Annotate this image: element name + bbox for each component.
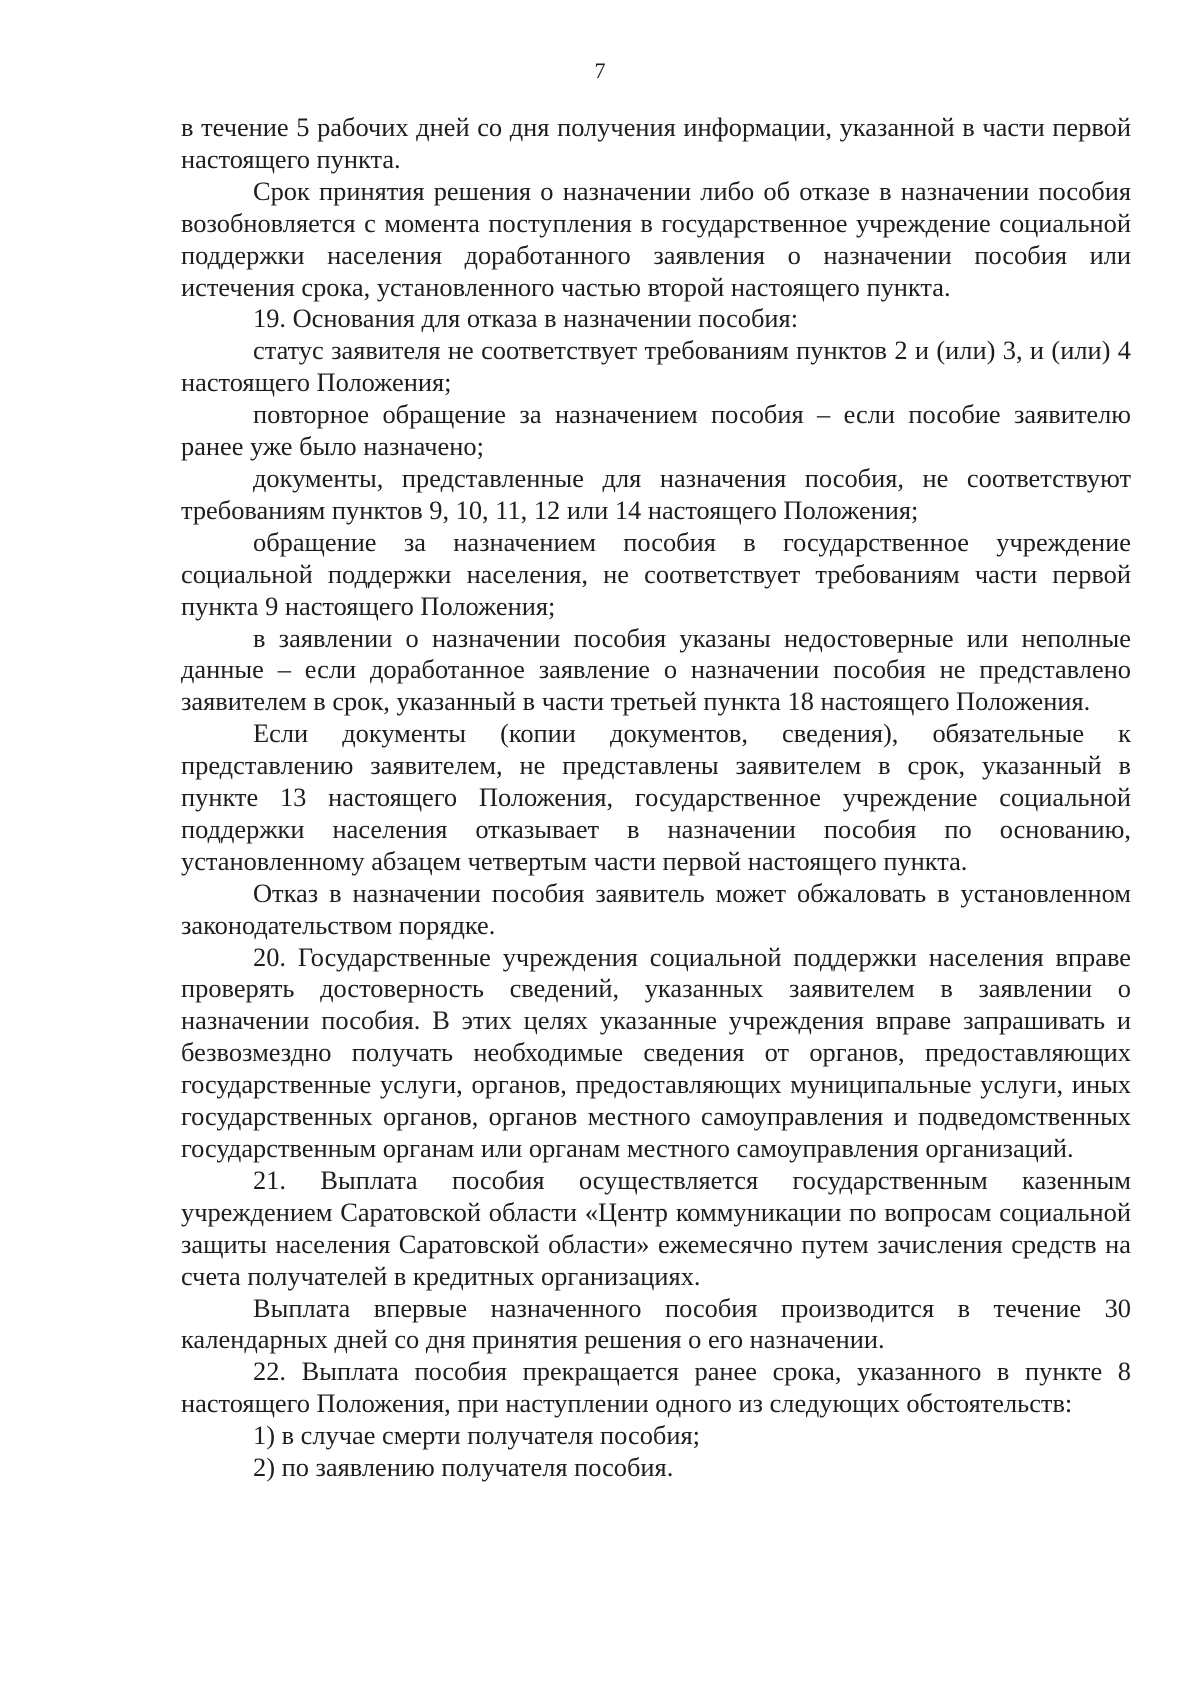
- paragraph: в течение 5 рабочих дней со дня получения информации, указанной в части первой настоящего пункта.: [181, 112, 1131, 174]
- paragraph: 19. Основания для отказа в назначении пособия:: [253, 303, 799, 334]
- paragraph: в заявлении о назначении пособия указаны недостоверные или неполные данные – если доработанное заявление о назначении пособия не представлено заявителем в срок, указанный в части третьей пункта 18 настоящего Положения.: [181, 622, 1131, 717]
- paragraph: 21. Выплата пособия осуществляется государственным казенным учреждением Саратовской области «Центр коммуникации по вопросам социальной защиты населения Саратовской области» ежемесячно путем зачисления средств на счета получателей в кредитных организациях.: [181, 1164, 1131, 1291]
- paragraph: повторное обращение за назначением пособия – если пособие заявителю ранее уже было назначено;: [181, 399, 1131, 462]
- paragraph: Выплата впервые назначенного пособия производится в течение 30 календарных дней со дня принятия решения о его назначении.: [181, 1292, 1131, 1355]
- paragraph: 20. Государственные учреждения социальной поддержки населения вправе проверять достоверность сведений, указанных заявителем в заявлении о назначении пособия. В этих целях указанные учреждения вправе запрашивать и безвозмездно получать необходимые сведения от органов, предоставляющих государственные услуги, органов, предоставляющих муниципальные услуги, иных государственных органов, органов местного самоуправления и подведомственных государственным органам или органам местного самоуправления организаций.: [181, 941, 1131, 1163]
- paragraph: статус заявителя не соответствует требованиям пунктов 2 и (или) 3, и (или) 4 настоящего Положения;: [181, 335, 1131, 398]
- paragraph: обращение за назначением пособия в государственное учреждение социальной поддержки населения, не соответствует требованиям части первой пункта 9 настоящего Положения;: [181, 526, 1131, 621]
- paragraph: 2) по заявлению получателя пособия.: [253, 1452, 674, 1483]
- paragraph: 22. Выплата пособия прекращается ранее срока, указанного в пункте 8 настоящего Положения, при наступлении одного из следующих обстоятельств:: [181, 1356, 1131, 1419]
- paragraph: 1) в случае смерти получателя пособия;: [253, 1420, 700, 1451]
- paragraph: документы, представленные для назначения пособия, не соответствуют требованиям пунктов 9, 10, 11, 12 или 14 настоящего Положения;: [181, 462, 1131, 525]
- document-body: [181, 112, 1131, 1484]
- page-number: 7: [594, 58, 606, 83]
- paragraph: Срок принятия решения о назначении либо об отказе в назначении пособия возобновляется с момента поступления в государственное учреждение социальной поддержки населения доработанного заявления о назначении пособия или истечения срока, установленного частью второй настоящего пункта.: [181, 175, 1131, 302]
- paragraph: Если документы (копии документов, сведения), обязательные к представлению заявителем, не представлены заявителем в срок, указанный в пункте 13 настоящего Положения, государственное учреждение социальной поддержки населения отказывает в назначении пособия по основанию, установленному абзацем четвертым части первой настоящего пункта.: [181, 718, 1131, 876]
- paragraph: Отказ в назначении пособия заявитель может обжаловать в установленном законодательством порядке.: [181, 877, 1131, 940]
